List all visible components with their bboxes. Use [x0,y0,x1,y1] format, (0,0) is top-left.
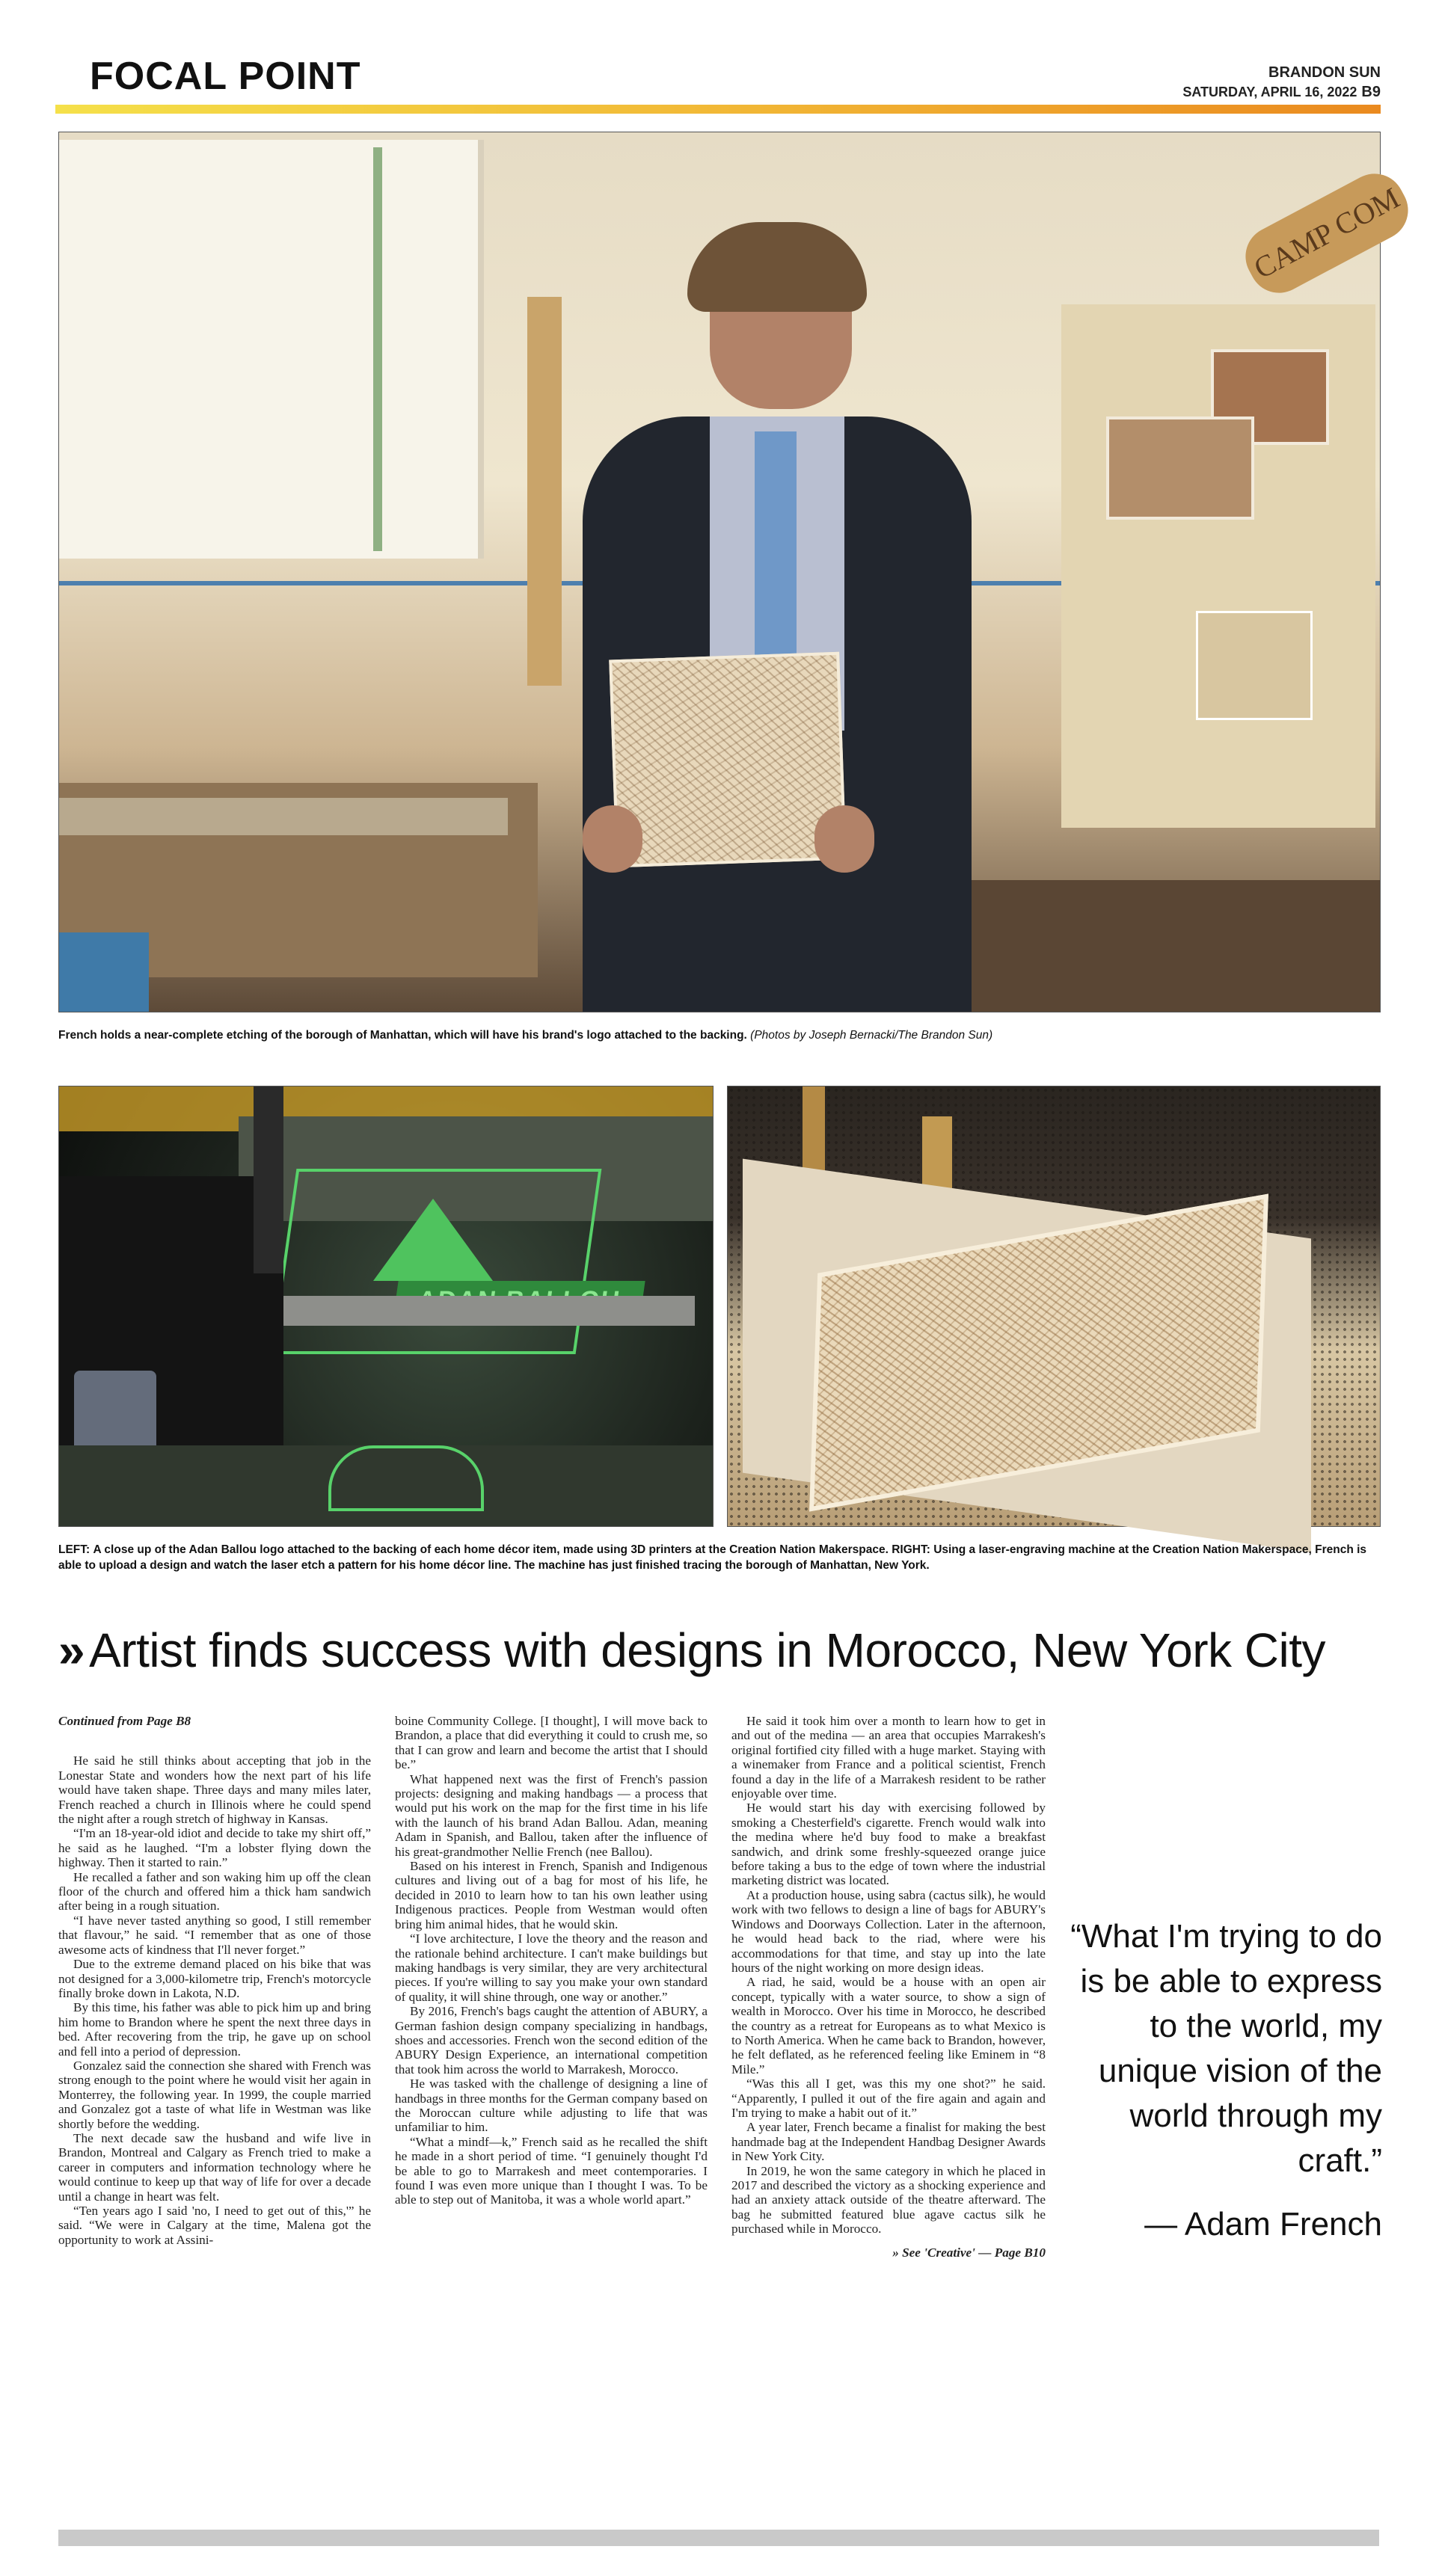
paragraph: “Ten years ago I said 'no, I need to get out of this,'” he said. “We were in Calgary at the time, Malena got the opportunity to work at Assini- [58,2204,371,2247]
pull-quote: “What I'm trying to do is be able to express to the world, my unique vision of the world through my craft.” [1070,1918,1382,2179]
paragraph: He recalled a father and son waking him up off the clean floor of the church and offered him a thick ham sandwich after being in a rough situation. [58,1869,371,1913]
paragraph: “I'm an 18-year-old idiot and decide to take my shirt off,” he said as he laughed. “I'm a lobster flying down the highway. Then it started to rain.” [58,1826,371,1870]
caption-right-label: RIGHT: [892,1543,930,1556]
footer-bar [58,2530,1379,2546]
main-caption-text: French holds a near-complete etching of the borough of Manhattan, which will have his brand's logo attached to the backing. [58,1029,747,1042]
paragraph: He would start his day with exercising followed by smoking a Chesterfield's cigarette. French would walk into the medina where he'd buy food to make a breakfast sandwich, and drink some freshly-squeezed orange juice before taking a bus to the edge of town where the industrial marketing district was located. [731,1801,1046,1888]
paragraph: At a production house, using sabra (cactus silk), he would work with two fellows to design a line of bags for ABURY's Windows and Doorways Collection. Later in the afternoon, he would head back to the riad, where were his accommodations for that time, and stay up into the late hours of the night working on more design ideas. [731,1887,1046,1975]
page-number: B9 [1361,84,1381,100]
photo-credit: (Photos by Joseph Bernacki/The Brandon Sun) [750,1029,993,1042]
paragraph: “I love architecture, I love the theory and the reason and the rationale behind architecture. I can't make buildings but making handbags is very similar, they are very architectural pieces. If you're willing to say you make your own standard of quality, it will shine through, one way or another.” [395,1931,708,2004]
paragraph: He was tasked with the challenge of designing a line of handbags in three months for the German company based on the Moroccan culture while adjusting to life that was unfamiliar to him. [395,2077,708,2135]
paragraph: He said it took him over a month to learn how to get in and out of the medina — an area that occupies Marrakesh's original fortified city filled with a huge market. Staying with a winemaker from France and a political scientist, French found a day in the life of a Marrakesh resident to be rather enjoyable over time. [731,1714,1046,1801]
newspaper-name: BRANDON SUN [1268,64,1381,81]
continued-from: Continued from Page B8 [58,1714,191,1728]
photo-laser-engraver [727,1086,1381,1527]
photo-3d-printer-logo [58,1086,714,1527]
paragraph: He said he still thinks about accepting that job in the Lonestar State and wonders how the next part of his life would have taken shape. Three days and many miles later, French reached a church in Illinois where he could spend the night after a rough stretch of highway in Kansas. [58,1753,371,1827]
article-headline [58,1623,1325,1678]
headline-arrow-icon: » [58,1623,85,1677]
main-photo-caption [58,1027,1379,1043]
paragraph: A year later, French became a finalist for making the best handmade bag at the Independent Handbag Designer Awards in New York City. [731,2120,1046,2164]
article-column-2 [395,1714,708,2207]
caption-left-text: A close up of the Adan Ballou logo attached to the backing of each home décor item, made using 3D printers at the Creation Nation Makerspace. [93,1543,889,1556]
paragraph: By this time, his father was able to pick him up and bring him home to Brandon where he spent the next three days in bed. After recovering from the trip, he gave up on school and fell into a period of depression. [58,2000,371,2059]
header-color-rule [55,105,1381,114]
paragraph: “Was this all I get, was this my one shot?” he said. “Apparently, I pulled it out of the fire again and again and I'm trying to make a habit out of it.” [731,2077,1046,2120]
headline-text: Artist finds success with designs in Morocco, New York City [89,1623,1325,1677]
paragraph: boine Community College. [I thought], I will move back to Brandon, a place that did everything it could to crush me, so that I can grow and learn and become the artist that I should be.” [395,1714,708,1772]
paragraph: “What a mindf—k,” French said as he recalled the shift he made in a short period of time. “I genuinely thought I'd be able to go to Marrakesh and meet contemporaries. I found I was even more unique than I thought I was. To be able to step out of Manitoba, it was a whole world apart.” [395,2134,708,2207]
camp-sign: CAMP COM [1235,163,1418,303]
paragraph: The next decade saw the husband and wife live in Brandon, Montreal and Calgary as French tried to make a career in computers and information technology where he would continue to keep up that way of life for over a decade until a change in heart was felt. [58,2130,371,2204]
sub-photos-caption [58,1542,1379,1573]
pull-quote-attribution: — Adam French [1144,2206,1382,2243]
issue-date: SATURDAY, APRIL 16, 2022 [1182,84,1357,99]
paragraph: Based on his interest in French, Spanish and Indigenous cultures and living out of a bag for most of his life, he decided in 2010 to learn how to tan his own leather using Indigenous practices. People from Westman would often bring him animal hides, that he would skin. [395,1859,708,1931]
paragraph: “I have never tasted anything so good, I still remember that flavour,” he said. “I remember that as one of those awesome acts of kindness that I'll never forget.” [58,1913,371,1957]
main-photo-french-with-etching [58,132,1405,1012]
issue-date-line [1182,84,1381,101]
section-title: FOCAL POINT [90,55,361,98]
paragraph: By 2016, French's bags caught the attention of ABURY, a German fashion design company specializing in handbags, shoes and accessories. French won the second edition of the ABURY Design Experience, an international competition that took him across the world to Marrakesh, Morocco. [395,2004,708,2077]
paragraph: A riad, he said, would be a house with an open air concept, typically with a water source, to show a sign of wealth in Morocco. Over his time in Morocco, he described the country as a retreat for Europeans as to what Mexico is to North America. When he came back to Brandon, however, he felt deflated, as he referenced feeling like Eminem in “8 Mile.” [731,1975,1046,2077]
continued-on-link[interactable]: » See 'Creative' — Page B10 [892,2245,1046,2260]
article-column-1 [58,1714,371,2247]
paragraph: What happened next was the first of French's passion projects: designing and making handbags — a process that would put his work on the map for the first time in his life with the launch of his brand Adan Ballou. Adan, meaning Adam in Spanish, and Ballou, taken after the influence of his great-grandmother Nellie French (nee Ballou). [395,1771,708,1859]
paragraph: In 2019, he won the same category in which he placed in 2017 and described the victory as a shocking experience and had an anxiety attack outside of the theatre afterward. The bag he submitted featured blue agave cactus silk he purchased while in Morocco. [731,2163,1046,2237]
caption-right-text: Using a laser-engraving machine at the Creation Nation Makerspace, French is able to upload a design and watch the laser etch a pattern for his home décor line. The machine has just finished tracing the borough of Manhattan, New York. [58,1543,1367,1572]
paragraph: Gonzalez said the connection she shared with French was strong enough to the point where he would visit her again in Monterrey, the following year. In 1999, the couple married and Gonzalez got a taste of what life in Westman was like shortly before the wedding. [58,2058,371,2131]
caption-left-label: LEFT: [58,1543,90,1556]
article-column-3 [731,1714,1046,2260]
paragraph: Due to the extreme demand placed on his bike that was not designed for a 3,000-kilometre trip, French's motorcycle finally broke down in Lakota, N.D. [58,1957,371,2000]
